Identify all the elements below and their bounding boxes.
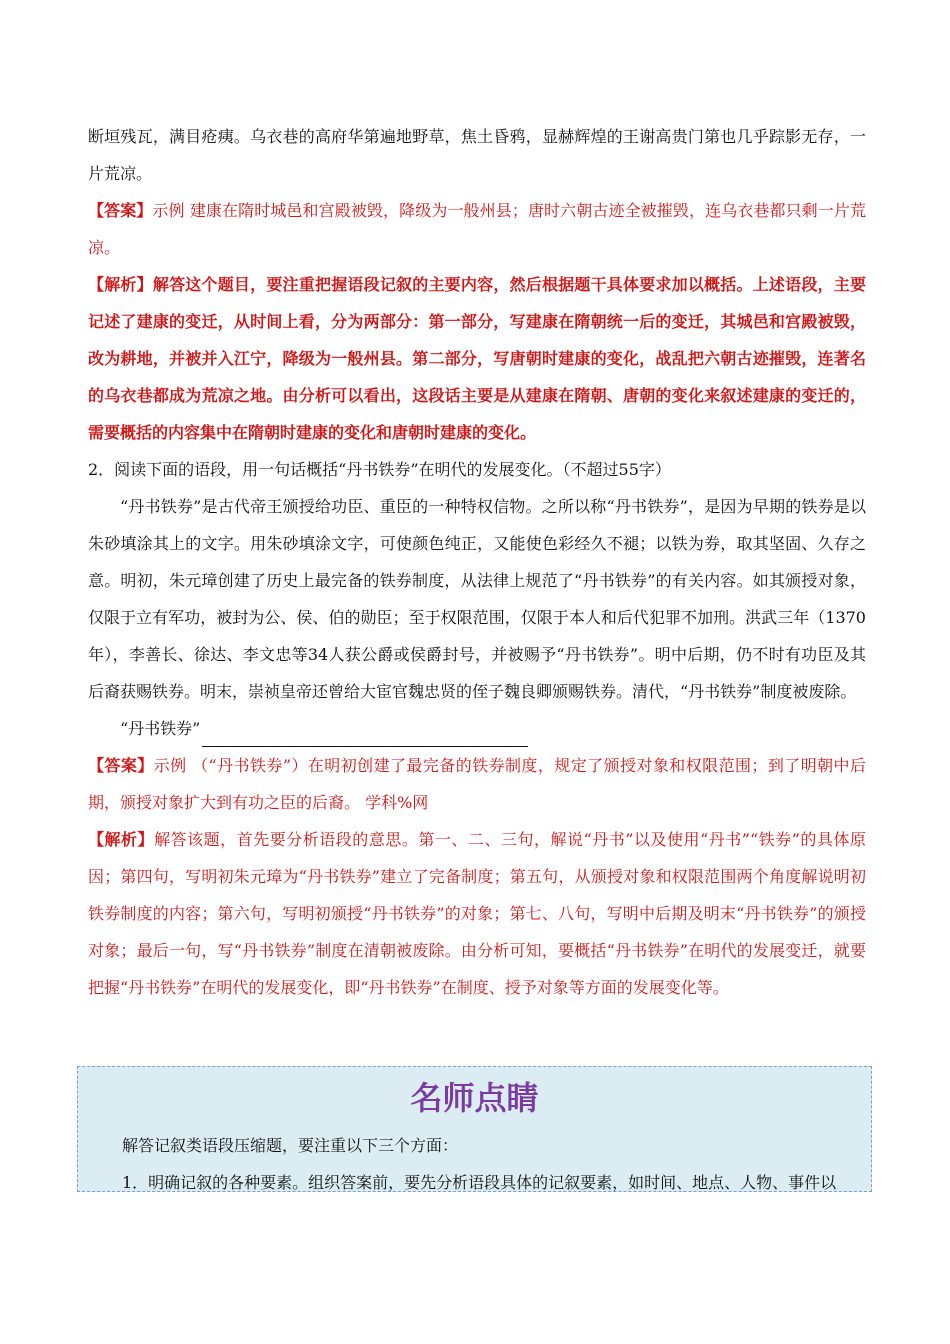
q2-question: 2．阅读下面的语段，用一句话概括“丹书铁券”在明代的发展变化。（不超过55字）	[88, 460, 671, 479]
q2-answer-blank	[88, 710, 866, 747]
q1-analysis	[88, 266, 866, 451]
analysis-tag: 【解析】	[88, 275, 153, 294]
q1-answer	[88, 192, 866, 266]
analysis-text: 解答该题，首先要分析语段的意思。第一、二、三句，解说“丹书”以及使用“丹书”“铁券”的具体原因；第四句，写明初朱元璋为“丹书铁券”建立了完备制度；第五句，从颁授对象和权限范围两个角度解说明初铁券制度的内容；第六句，写明初颁授“丹书铁券”的对象；第七、八句，写明中后期及明末“丹书铁券”的颁授对象；最后一句，写“丹书铁券”制度在清朝被废除。由分析可知，要概括“丹书铁券”在明代的发展变迁，就要把握“丹书铁券”在明代的发展变化，即“丹书铁券”在制度、授予对象等方面的发展变化等。	[88, 830, 866, 997]
q2-passage: “丹书铁券”是古代帝王颁授给功臣、重臣的一种特权信物。之所以称“丹书铁券”，是因为早期的铁券是以朱砂填涂其上的文字。用朱砂填涂文字，可使颜色纯正，又能使色彩经久不褪；以铁为券，取其坚固、久存之意。明初，朱元璋创建了历史上最完备的铁券制度，从法律上规范了“丹书铁券”的有关内容。如其颁授对象，仅限于立有军功，被封为公、侯、伯的勋臣；至于权限范围，仅限于本人和后代犯罪不加刑。洪武三年（1370年），李善长、徐达、李文忠等34人获公爵或侯爵封号，并被赐予“丹书铁券”。明中后期，仍不时有功臣及其后裔获赐铁券。明末，崇祯皇帝还曾给大宦官魏忠贤的侄子魏良卿颁赐铁券。清代，“丹书铁券”制度被废除。	[88, 497, 866, 701]
q2-analysis	[88, 821, 866, 1006]
document-page	[88, 118, 866, 1006]
answer-blank-line[interactable]	[202, 726, 528, 747]
answer-text: 示例 建康在隋时城邑和宫殿被毁，降级为一般州县；唐时六朝古迹全被摧毁，连乌衣巷都只剩一片荒凉。	[88, 201, 866, 257]
blank-prefix: “丹书铁券”	[120, 719, 201, 738]
answer-tag: 【答案】	[88, 756, 154, 775]
tip-title: 名师点睛	[410, 1079, 539, 1117]
answer-tag: 【答案】	[88, 201, 153, 220]
teacher-tip-box	[77, 1066, 872, 1192]
tip-point-1: 1．明确记叙的各种要素。组织答案前，要先分析语段具体的记叙要素，如时间、地点、人物、事件以	[122, 1173, 837, 1192]
tip-body	[90, 1127, 859, 1201]
q2-answer	[88, 747, 866, 821]
answer-text: 示例 （“丹书铁券”）在明初创建了最完备的铁券制度，规定了颁授对象和权限范围；到了明朝中后期，颁授对象扩大到有功之臣的后裔。 学科%网	[88, 756, 866, 812]
analysis-text: 解答这个题目，要注重把握语段记叙的主要内容，然后根据题干具体要求加以概括。上述语段，主要记述了建康的变迁，从时间上看，分为两部分：第一部分，写建康在隋朝统一后的变迁，其城邑和宫殿被毁，改为耕地，并被并入江宁，降级为一般州县。第二部分，写唐朝时建康的变化，战乱把六朝古迹摧毁，连著名的乌衣巷都成为荒凉之地。由分析可以看出，这段话主要是从建康在隋朝、唐朝的变化来叙述建康的变迁的，需要概括的内容集中在隋朝时建康的变化和唐朝时建康的变化。	[88, 275, 866, 442]
continued-paragraph: 断垣残瓦，满目疮痍。乌衣巷的高府华第遍地野草，焦土昏鸦，显赫辉煌的王谢高贵门第也几乎踪影无存，一片荒凉。	[88, 127, 866, 183]
analysis-tag: 【解析】	[88, 830, 155, 849]
tip-intro: 解答记叙类语段压缩题，要注重以下三个方面：	[122, 1136, 459, 1155]
